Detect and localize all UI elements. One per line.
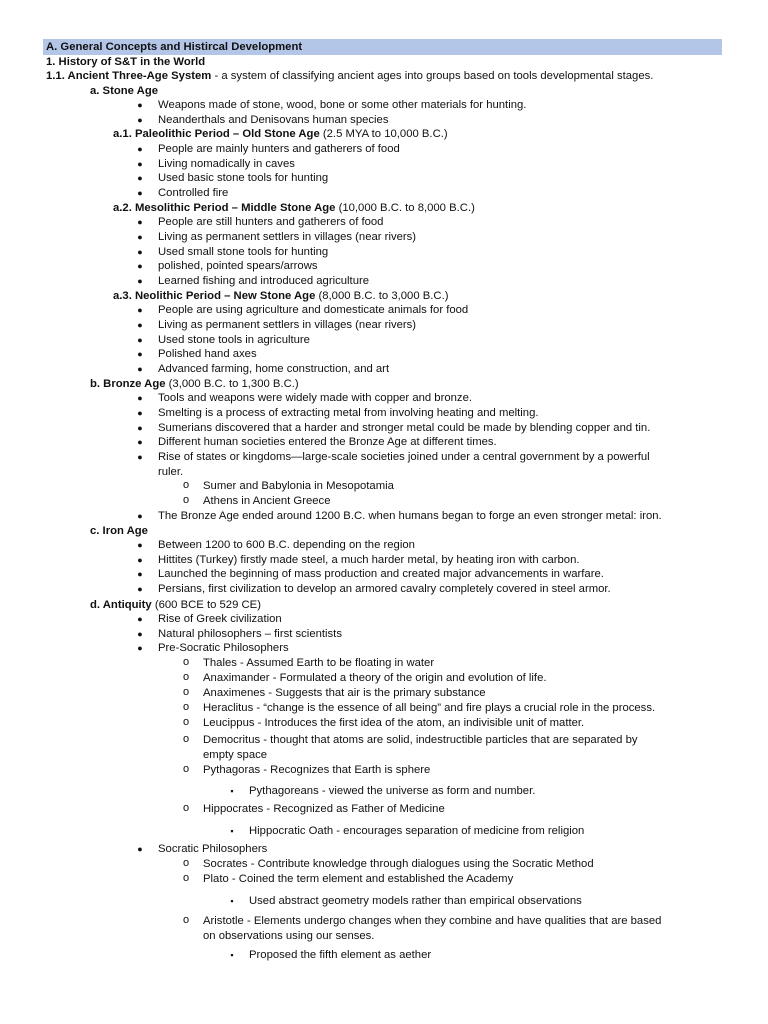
- list-item: Rise of Greek civilization: [158, 613, 282, 625]
- sub-sub-list-item: Used abstract geometry models rather than empirical observations: [249, 895, 582, 907]
- bullet-icon: ●: [137, 408, 143, 418]
- bullet-icon: ●: [137, 261, 143, 271]
- list-item: Smelting is a process of extracting metal from involving heating and melting.: [158, 407, 539, 419]
- antiquity-heading: d. Antiquity (600 BCE to 529 CE): [90, 599, 261, 611]
- bullet-icon: ●: [137, 569, 143, 579]
- bullet-icon: ●: [137, 247, 143, 257]
- sub-list-item-continuation: empty space: [203, 749, 268, 761]
- list-item-continuation: ruler.: [158, 466, 184, 478]
- neolithic-heading: a.3. Neolithic Period – New Stone Age (8,000 B.C. to 3,000 B.C.): [113, 290, 449, 302]
- bullet-icon: ●: [137, 584, 143, 594]
- list-item: Living nomadically in caves: [158, 158, 295, 170]
- circle-bullet-icon: o: [182, 686, 190, 698]
- circle-bullet-icon: o: [182, 656, 190, 668]
- sub-sub-list-item: Proposed the fifth element as aether: [249, 949, 432, 961]
- bullet-icon: ●: [137, 173, 143, 183]
- sub-list-item: Aristotle - Elements undergo changes when they combine and have qualities that are based: [203, 915, 662, 927]
- sub-list-item: Anaximander - Formulated a theory of the origin and evolution of life.: [203, 672, 547, 684]
- bullet-icon: ●: [137, 614, 143, 624]
- bullet-icon: ●: [137, 232, 143, 242]
- list-item: Pre-Socratic Philosophers: [158, 642, 289, 654]
- list-item: Between 1200 to 600 B.C. depending on the region: [158, 539, 415, 551]
- sub-list-item: Athens in Ancient Greece: [203, 495, 331, 507]
- list-item: Tools and weapons were widely made with copper and bronze.: [158, 392, 472, 404]
- circle-bullet-icon: o: [182, 857, 190, 869]
- bullet-icon: ●: [137, 437, 143, 447]
- sub-list-item: Hippocrates - Recognized as Father of Medicine: [203, 803, 445, 815]
- bullet-icon: ●: [137, 276, 143, 286]
- sub-list-item: Thales - Assumed Earth to be floating in water: [203, 657, 435, 669]
- subsection-title: 1.1. Ancient Three-Age System - a system of classifying ancient ages into groups based on tools developmental stages.: [46, 70, 654, 82]
- list-item: Hittites (Turkey) firstly made steel, a much harder metal, by heating iron with carbon.: [158, 554, 580, 566]
- list-item: Polished hand axes: [158, 348, 257, 360]
- sub-list-item: Anaximenes - Suggests that air is the primary substance: [203, 687, 486, 699]
- square-bullet-icon: ▪: [230, 786, 234, 796]
- sub-list-item: Heraclitus - “change is the essence of all being” and fire plays a crucial role in the process.: [203, 702, 656, 714]
- list-item: People are still hunters and gatherers of food: [158, 216, 384, 228]
- section-header: A. General Concepts and Histircal Development: [46, 41, 303, 53]
- bullet-icon: ●: [137, 320, 143, 330]
- list-item: Neanderthals and Denisovans human species: [158, 114, 389, 126]
- sub-list-item: Pythagoras - Recognizes that Earth is sphere: [203, 764, 431, 776]
- circle-bullet-icon: o: [182, 872, 190, 884]
- bullet-icon: ●: [137, 305, 143, 315]
- bullet-icon: ●: [137, 159, 143, 169]
- bullet-icon: ●: [137, 844, 143, 854]
- circle-bullet-icon: o: [182, 914, 190, 926]
- bullet-icon: ●: [137, 511, 143, 521]
- sub-list-item: Socrates - Contribute knowledge through dialogues using the Socratic Method: [203, 858, 594, 870]
- bullet-icon: ●: [137, 115, 143, 125]
- list-item: Persians, first civilization to develop an armored cavalry completely covered in steel armor.: [158, 583, 611, 595]
- stone-age-heading: a. Stone Age: [90, 85, 159, 97]
- list-item: Weapons made of stone, wood, bone or some other materials for hunting.: [158, 99, 527, 111]
- circle-bullet-icon: o: [182, 701, 190, 713]
- list-item: Living as permanent settlers in villages (near rivers): [158, 319, 417, 331]
- list-item: polished, pointed spears/arrows: [158, 260, 318, 272]
- bullet-icon: ●: [137, 423, 143, 433]
- sub-list-item-continuation: on observations using our senses.: [203, 930, 375, 942]
- iron-age-heading: c. Iron Age: [90, 525, 148, 537]
- list-item: Learned fishing and introduced agriculture: [158, 275, 370, 287]
- bullet-icon: ●: [137, 100, 143, 110]
- circle-bullet-icon: o: [182, 802, 190, 814]
- bullet-icon: ●: [137, 452, 143, 462]
- section-title: 1. History of S&T in the World: [46, 56, 206, 68]
- mesolithic-heading: a.2. Mesolithic Period – Middle Stone Age (10,000 B.C. to 8,000 B.C.): [113, 202, 475, 214]
- bullet-icon: ●: [137, 144, 143, 154]
- sub-list-item: Sumer and Babylonia in Mesopotamia: [203, 480, 394, 492]
- bullet-icon: ●: [137, 335, 143, 345]
- sub-sub-list-item: Pythagoreans - viewed the universe as form and number.: [249, 785, 536, 797]
- list-item: Socratic Philosophers: [158, 843, 268, 855]
- paleolithic-heading: a.1. Paleolithic Period – Old Stone Age (2.5 MYA to 10,000 B.C.): [113, 128, 448, 140]
- bullet-icon: ●: [137, 364, 143, 374]
- bullet-icon: ●: [137, 349, 143, 359]
- circle-bullet-icon: o: [182, 479, 190, 491]
- circle-bullet-icon: o: [182, 494, 190, 506]
- bronze-age-heading: b. Bronze Age (3,000 B.C. to 1,300 B.C.): [90, 378, 299, 390]
- square-bullet-icon: ▪: [230, 826, 234, 836]
- sub-sub-list-item: Hippocratic Oath - encourages separation of medicine from religion: [249, 825, 585, 837]
- list-item: People are mainly hunters and gatherers of food: [158, 143, 400, 155]
- list-item: Used small stone tools for hunting: [158, 246, 329, 258]
- list-item: Launched the beginning of mass production and created major advancements in warfare.: [158, 568, 604, 580]
- list-item: Advanced farming, home construction, and art: [158, 363, 390, 375]
- sub-list-item: Democritus - thought that atoms are solid, indestructible particles that are separated by: [203, 734, 638, 746]
- bullet-icon: ●: [137, 188, 143, 198]
- list-item: Controlled fire: [158, 187, 229, 199]
- circle-bullet-icon: o: [182, 671, 190, 683]
- bullet-icon: ●: [137, 643, 143, 653]
- list-item: People are using agriculture and domesticate animals for food: [158, 304, 469, 316]
- circle-bullet-icon: o: [182, 733, 190, 745]
- bullet-icon: ●: [137, 217, 143, 227]
- square-bullet-icon: ▪: [230, 950, 234, 960]
- list-item: Sumerians discovered that a harder and stronger metal could be made by blending copper and tin.: [158, 422, 651, 434]
- list-item: Rise of states or kingdoms—large-scale societies joined under a central government by a powerful: [158, 451, 650, 463]
- list-item: Living as permanent settlers in villages (near rivers): [158, 231, 417, 243]
- bullet-icon: ●: [137, 629, 143, 639]
- square-bullet-icon: ▪: [230, 896, 234, 906]
- list-item: Used stone tools in agriculture: [158, 334, 310, 346]
- list-item: Different human societies entered the Bronze Age at different times.: [158, 436, 497, 448]
- bullet-icon: ●: [137, 393, 143, 403]
- bullet-icon: ●: [137, 555, 143, 565]
- circle-bullet-icon: o: [182, 763, 190, 775]
- bullet-icon: ●: [137, 540, 143, 550]
- list-item: Used basic stone tools for hunting: [158, 172, 329, 184]
- sub-list-item: Plato - Coined the term element and established the Academy: [203, 873, 514, 885]
- circle-bullet-icon: o: [182, 716, 190, 728]
- sub-list-item: Leucippus - Introduces the first idea of the atom, an indivisible unit of matter.: [203, 717, 585, 729]
- list-item: Natural philosophers – first scientists: [158, 628, 342, 640]
- list-item: The Bronze Age ended around 1200 B.C. when humans began to forge an even stronger metal: iron.: [158, 510, 662, 522]
